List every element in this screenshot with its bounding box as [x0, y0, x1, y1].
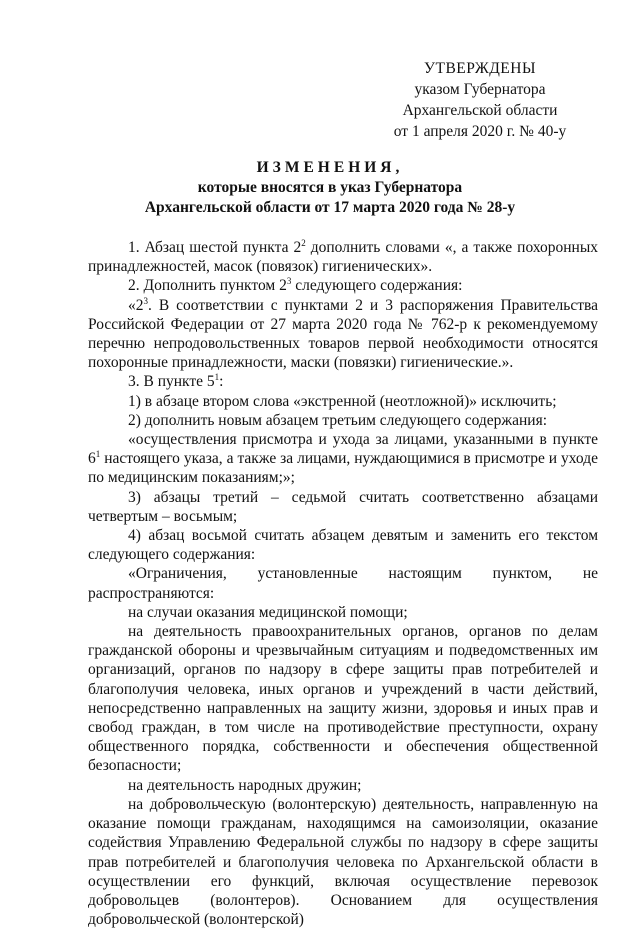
superscript: 2: [301, 237, 306, 248]
paragraph-12: на деятельность правоохранительных органов, органов по делам гражданской обороны и чрезвычайным ситуациям и подведомственных им организаций, органов по надзору в сфере защиты прав потребителей и благополучия человека, иных органов и учреждений в части действий, непосредственно направленных на защиту жизни, здоровья и иных прав и свобод граждан, в том числе на противодействие преступности, охрану общественного порядка, собственности и обеспечения общественной безопасности;: [88, 623, 598, 775]
paragraph-9: 4) абзац восьмой считать абзацем девятым и заменить его текстом следующего содержания:: [88, 527, 598, 564]
superscript: 1: [214, 372, 220, 383]
paragraph-13: на деятельность народных дружин;: [128, 776, 362, 794]
approval-line-2: Архангельской области: [402, 102, 558, 119]
paragraph-14: на добровольческую (волонтерскую) деятельность, направленную на оказание помощи гражданам, находящимся на самоизоляции, оказание содействия Управлению Федеральной службы по надзору в сфере защиты прав потребителей и благополучия человека по Архангельской области в осуществлении его функций, включая осуществление перевозок добровольцев (волонтеров). Основанием для осуществления добровольческой (волонтерской): [88, 795, 598, 929]
paragraph-7-text-cont: настоящего указа, а также за лицами, нуждающимися в присмотре и уходе по медицинским показаниям;»;: [88, 450, 598, 487]
superscript: 1: [95, 449, 101, 460]
paragraph-6: 2) дополнить новым абзацем третьим следующего содержания:: [128, 411, 548, 429]
approval-line-3: от 1 апреля 2020 г. № 40-у: [393, 123, 567, 140]
paragraph-5: 1) в абзаце втором слова «экстренной (неотложной)» исключить;: [128, 392, 557, 410]
paragraph-11: на случаи оказания медицинской помощи;: [128, 603, 408, 621]
paragraph-8: 3) абзацы третий – седьмой считать соответственно абзацами четвертым – восьмым;: [88, 488, 598, 525]
paragraph-1-text-cont: дополнить словами «, а также похоронных принадлежностей, масок (повязок) гигиенических».: [88, 239, 598, 276]
paragraph-7-text: «осуществления присмотра и ухода за лицами, указанными в пункте 6: [88, 431, 598, 468]
approval-heading: УТВЕРЖДЕНЫ: [424, 60, 536, 77]
paragraph-3-text-cont: . В соответствии с пунктами 2 и 3 распоряжения Правительства Российской Федерации от 27 марта 2020 года № 762-р к рекомендуемому перечню непродовольственных товаров первой необходимости относятся похоронные принадлежности, маски (повязки) гигиенические.».: [88, 296, 598, 372]
approval-line-1: указом Губернатора: [414, 81, 546, 98]
paragraph-3-text: «2: [128, 296, 144, 314]
paragraph-3: [88, 296, 598, 373]
title-line-2: Архангельской области от 17 марта 2020 года № 28-у: [144, 199, 516, 216]
title-line-1: которые вносятся в указ Губернатора: [197, 179, 463, 196]
title-main: ИЗМЕНЕНИЯ,: [256, 159, 404, 176]
paragraph-2-text-cont: следующего содержания:: [291, 277, 463, 295]
document-body: [88, 238, 598, 929]
paragraph-2-text: 2. Дополнить пунктом 2: [128, 277, 287, 295]
paragraph-4-text: 3. В пункте 5: [128, 373, 215, 391]
paragraph-4-text-cont: :: [219, 373, 224, 391]
paragraph-1: [88, 238, 598, 276]
approval-stamp-block: [380, 58, 580, 142]
paragraph-7: [88, 430, 598, 488]
paragraph-1-text: 1. Абзац шестой пункта 2: [128, 239, 302, 256]
superscript: 3: [286, 276, 292, 287]
paragraph-2: [88, 276, 598, 295]
document-title: [60, 158, 600, 218]
paragraph-10: «Ограничения, установленные настоящим пунктом, не распространяются:: [88, 565, 598, 602]
superscript: 3: [143, 295, 148, 306]
paragraph-4: [88, 372, 598, 391]
